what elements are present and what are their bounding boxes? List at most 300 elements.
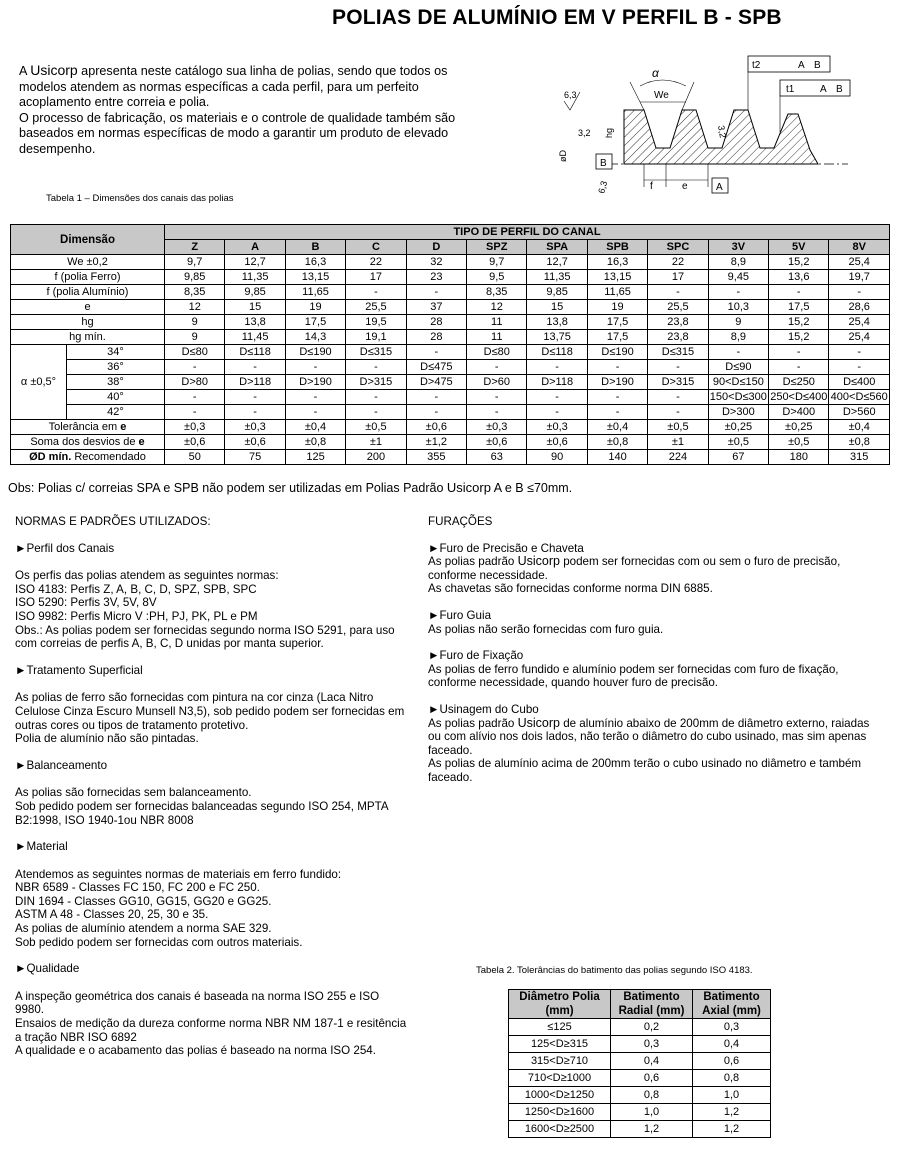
t1-cell: 19,5 bbox=[346, 315, 406, 330]
t1-ref-b: B bbox=[836, 84, 843, 95]
t1-cell: 19 bbox=[587, 300, 647, 315]
table-row bbox=[11, 360, 890, 375]
t1-cell: 355 bbox=[406, 450, 466, 465]
paragraph-line: Ensaios de medição da dureza conforme norma NBR NM 187-1 e resitência a tração NBR ISO 6892 bbox=[15, 1017, 407, 1044]
t1-cell: ±1 bbox=[648, 435, 708, 450]
t1-cell: - bbox=[467, 390, 527, 405]
t1-cell: - bbox=[708, 285, 768, 300]
furacoes-heading: FURAÇÕES bbox=[428, 515, 493, 528]
t1-cell: ±0,5 bbox=[346, 420, 406, 435]
table-row bbox=[11, 315, 890, 330]
t2-cell: 1000<D≥1250 bbox=[509, 1087, 611, 1104]
t1-tol-label-pre: Tolerância em bbox=[48, 421, 121, 433]
t2-cell: 1,0 bbox=[611, 1104, 693, 1121]
table-row bbox=[11, 330, 890, 345]
t1-cell: - bbox=[769, 345, 829, 360]
t1-cell: - bbox=[708, 345, 768, 360]
t1-cell: 11,65 bbox=[285, 285, 345, 300]
t1-cell: D>190 bbox=[285, 375, 345, 390]
table-row bbox=[11, 435, 890, 450]
t2-cell: 0,8 bbox=[611, 1087, 693, 1104]
table2-caption: Tabela 2. Tolerâncias do batimento das polias segundo ISO 4183. bbox=[476, 965, 753, 976]
t1-cell: 17,5 bbox=[285, 315, 345, 330]
t1-cell: 50 bbox=[165, 450, 225, 465]
t2-cell: 0,3 bbox=[693, 1019, 771, 1036]
groove-dimensions-table bbox=[10, 224, 890, 465]
paragraph-line: Os perfis das polias atendem as seguintes normas: bbox=[15, 569, 279, 583]
t1-cell: 22 bbox=[648, 255, 708, 270]
usinagem-title: ►Usinagem do Cubo bbox=[428, 702, 539, 716]
t1-profile-header: Z bbox=[165, 240, 225, 255]
t1-cell: - bbox=[346, 405, 406, 420]
table-row bbox=[11, 390, 890, 405]
t1-cell: - bbox=[406, 285, 466, 300]
furo-precisao-brand: Usicorp bbox=[517, 554, 560, 569]
table-row bbox=[11, 300, 890, 315]
t1-cell: ±1,2 bbox=[406, 435, 466, 450]
intro-text-2: O processo de fabricação, os materiais e o controle de qualidade também são baseados em normas específicas de modo a garantir um produto de elevado desempenho. bbox=[19, 110, 456, 156]
t1-cell: 150<D≤300 bbox=[709, 391, 767, 403]
usinagem-text-2: As polias de alumínio acima de 200mm terão o cubo usinado no diâmetro e também faceado. bbox=[428, 757, 862, 784]
usinagem-pre: As polias padrão bbox=[428, 716, 518, 730]
t1-cell: 19,1 bbox=[346, 330, 406, 345]
t1-cell: 90<D≤150 bbox=[708, 375, 768, 390]
page-title: POLIAS DE ALUMÍNIO EM V PERFIL B - SPB bbox=[332, 6, 782, 29]
t1-cell: 12,7 bbox=[527, 255, 587, 270]
paragraph-line: ISO 5290: Perfis 3V, 5V, 8V bbox=[15, 596, 157, 610]
material-lines bbox=[15, 868, 410, 950]
table-row bbox=[509, 1070, 771, 1087]
t1-cell: - bbox=[165, 390, 225, 405]
t1-cell: 9,45 bbox=[708, 270, 768, 285]
t1-cell: 400<D≤560 bbox=[830, 391, 888, 403]
t1-cell: - bbox=[527, 390, 587, 405]
t1-cell: 28 bbox=[406, 330, 466, 345]
paragraph-line: Sob pedido podem ser fornecidas com outros materiais. bbox=[15, 935, 303, 949]
t1-row-label: hg mín. bbox=[11, 330, 165, 345]
t1-cell: ±0,3 bbox=[467, 420, 527, 435]
t1-dim-header: Dimensão bbox=[11, 225, 165, 255]
t1-cell: ±0,8 bbox=[587, 435, 647, 450]
t1-cell: - bbox=[769, 360, 829, 375]
t1-cell: 8,35 bbox=[165, 285, 225, 300]
t2-cell: 0,3 bbox=[611, 1036, 693, 1053]
t1-cell: 9,85 bbox=[225, 285, 285, 300]
furo-guia-text: As polias não serão fornecidas com furo guia. bbox=[428, 622, 664, 636]
paragraph-line: ISO 9982: Perfis Micro V :PH, PJ, PK, PL e PM bbox=[15, 609, 258, 623]
t1-cell: 9,7 bbox=[467, 255, 527, 270]
t1-cell: 9 bbox=[165, 330, 225, 345]
t1-cell: 19 bbox=[285, 300, 345, 315]
t1-cell: 10,3 bbox=[708, 300, 768, 315]
t1-tol-label-bold: e bbox=[120, 421, 127, 433]
t2-cell: 0,6 bbox=[693, 1053, 771, 1070]
t1-ref-a: A bbox=[820, 84, 827, 95]
t1-profile-header: A bbox=[225, 240, 285, 255]
t1-cell: 180 bbox=[769, 450, 829, 465]
t1-cell: ±0,6 bbox=[406, 420, 466, 435]
t1-cell: D>80 bbox=[165, 375, 225, 390]
usinagem-text bbox=[428, 717, 873, 758]
t1-tol-label bbox=[11, 420, 165, 435]
t1-cell: 12 bbox=[467, 300, 527, 315]
t1-cell: ±0,3 bbox=[527, 420, 587, 435]
t1-cell: - bbox=[346, 360, 406, 375]
t2-cell: 1600<D≥2500 bbox=[509, 1121, 611, 1138]
hg-label: hg bbox=[604, 127, 614, 138]
t1-cell: D≤118 bbox=[527, 345, 587, 360]
t1-cell: - bbox=[285, 360, 345, 375]
t1-cell: - bbox=[467, 360, 527, 375]
t1-cell: D>475 bbox=[406, 375, 466, 390]
t1-cell: 23,8 bbox=[648, 315, 708, 330]
t1-cell: 8,35 bbox=[467, 285, 527, 300]
t1-cell: - bbox=[648, 360, 708, 375]
intro-text bbox=[19, 63, 459, 158]
t1-cell: 17,5 bbox=[769, 300, 829, 315]
paragraph-line: As polias de alumínio atendem a norma SAE 329. bbox=[15, 922, 272, 936]
t1-cell: ±0,5 bbox=[708, 435, 768, 450]
t1-profile-header: D bbox=[406, 240, 466, 255]
t1-cell: ±1 bbox=[346, 435, 406, 450]
table-row bbox=[11, 285, 890, 300]
t2-cell: 1,0 bbox=[693, 1087, 771, 1104]
t1-cell: 25,4 bbox=[829, 255, 890, 270]
t1-cell: - bbox=[285, 405, 345, 420]
t2-label: t2 bbox=[752, 60, 761, 71]
t1-cell: 28,6 bbox=[829, 300, 890, 315]
t1-cell: ±0,4 bbox=[285, 420, 345, 435]
t2-cell: 1,2 bbox=[611, 1121, 693, 1138]
t1-profile-header: B bbox=[285, 240, 345, 255]
t1-cell: D≤250 bbox=[769, 375, 829, 390]
paragraph-line: Polia de alumínio não são pintadas. bbox=[15, 732, 199, 746]
t1-angle-label: 42° bbox=[67, 405, 165, 420]
t1-cell: ±0,3 bbox=[165, 420, 225, 435]
paragraph-line: Atendemos as seguintes normas de materiais em ferro fundido: bbox=[15, 867, 342, 881]
paragraph-line: Sob pedido podem ser fornecidas balanceadas segundo ISO 254, MPTA B2:1998, ISO 1940-1ou NBR 8008 bbox=[15, 799, 388, 827]
table-row bbox=[11, 450, 890, 465]
roughness-bottom: 6,3 bbox=[596, 179, 610, 195]
t1-cell: D>118 bbox=[225, 375, 285, 390]
t1-cell: D≤190 bbox=[285, 345, 345, 360]
t1-cell: - bbox=[527, 360, 587, 375]
t1-cell: 28 bbox=[406, 315, 466, 330]
qualidade-lines bbox=[15, 990, 410, 1058]
furo-guia-title: ►Furo Guia bbox=[428, 608, 492, 622]
table-row bbox=[509, 1104, 771, 1121]
obs-note bbox=[8, 480, 572, 495]
t1-cell: ±0,4 bbox=[587, 420, 647, 435]
t2-cell: 0,4 bbox=[693, 1036, 771, 1053]
t1-cell: D≤475 bbox=[406, 360, 466, 375]
t1-cell: 11,45 bbox=[225, 330, 285, 345]
t1-cell: 19,7 bbox=[829, 270, 890, 285]
tratamento-lines bbox=[15, 691, 410, 745]
t1-cell: 15,2 bbox=[769, 330, 829, 345]
t1-row-label: f (polia Ferro) bbox=[11, 270, 165, 285]
paragraph-line: A qualidade e o acabamento das polias é baseado na norma ISO 254. bbox=[15, 1044, 376, 1058]
table-row bbox=[11, 255, 890, 270]
tratamento-title: ►Tratamento Superficial bbox=[15, 663, 143, 677]
perfil-lines bbox=[15, 569, 410, 651]
t1-cell: 75 bbox=[225, 450, 285, 465]
t1-cell: 12,7 bbox=[225, 255, 285, 270]
t1-cell: ±0,5 bbox=[769, 435, 829, 450]
t1-cell: D>315 bbox=[648, 375, 708, 390]
usinagem-brand: Usicorp bbox=[517, 715, 560, 730]
t1-cell: D>300 bbox=[708, 405, 768, 420]
t1-cell: - bbox=[587, 405, 647, 420]
t1-cell: - bbox=[648, 285, 708, 300]
furo-chaveta-text: As chavetas são fornecidas conforme norma DIN 6885. bbox=[428, 582, 713, 596]
paragraph-line: Obs.: As polias podem ser fornecidas segundo norma ISO 5291, para uso com correias de perfis A, B, C, D unidas por manta superior. bbox=[15, 623, 395, 651]
standards-heading: NORMAS E PADRÕES UTILIZADOS: bbox=[15, 515, 211, 528]
t2-header-axial: Batimento Axial (mm) bbox=[693, 990, 771, 1019]
t1-cell: - bbox=[829, 360, 890, 375]
paragraph-line: DIN 1694 - Classes GG10, GG15, GG20 e GG25. bbox=[15, 894, 272, 908]
t1-soma-label-pre: Soma dos desvios de bbox=[30, 436, 139, 448]
paragraph-line: ASTM A 48 - Classes 20, 25, 30 e 35. bbox=[15, 908, 209, 922]
t1-cell: 17 bbox=[648, 270, 708, 285]
t1-cell: - bbox=[829, 345, 890, 360]
t1-cell: D>560 bbox=[829, 405, 890, 420]
t1-cell: - bbox=[406, 390, 466, 405]
table1-caption: Tabela 1 – Dimensões dos canais das polias bbox=[46, 193, 234, 204]
t1-cell: ±0,6 bbox=[165, 435, 225, 450]
t1-cell: D>118 bbox=[527, 375, 587, 390]
t1-cell: ±0,3 bbox=[225, 420, 285, 435]
t2-ref-a: A bbox=[798, 60, 805, 71]
t2-cell: 0,6 bbox=[611, 1070, 693, 1087]
t2-cell: 1250<D≥1600 bbox=[509, 1104, 611, 1121]
t1-cell: 67 bbox=[708, 450, 768, 465]
t1-cell: 9,85 bbox=[527, 285, 587, 300]
t1-angle-label: 38° bbox=[67, 375, 165, 390]
t1-cell: - bbox=[165, 360, 225, 375]
t1-cell: D≤315 bbox=[346, 345, 406, 360]
t2-cell: 1,2 bbox=[693, 1104, 771, 1121]
t1-cell: - bbox=[225, 390, 285, 405]
t1-cell: D≤80 bbox=[467, 345, 527, 360]
e-label: e bbox=[682, 181, 688, 192]
perfil-title: ►Perfil dos Canais bbox=[15, 541, 115, 555]
t1-cell: 11,35 bbox=[527, 270, 587, 285]
t1-cell: - bbox=[225, 360, 285, 375]
t1-cell: ±0,25 bbox=[769, 420, 829, 435]
obs-text-post: A e B ≤70mm. bbox=[490, 481, 573, 495]
t1-cell: 224 bbox=[648, 450, 708, 465]
t1-cell: D>315 bbox=[346, 375, 406, 390]
t1-cell: 15,2 bbox=[769, 255, 829, 270]
t1-cell: 23,8 bbox=[648, 330, 708, 345]
table-row bbox=[11, 345, 890, 360]
furo-precisao-post: podem ser fornecidas com ou sem o furo de precisão, conforme necessidade. bbox=[428, 555, 841, 582]
t1-alpha-label: α ±0,5° bbox=[11, 345, 67, 420]
usinagem-post: de alumínio abaixo de 200mm de diâmetro externo, raiadas ou com alívio nos dois lados, não terão o diâmetro do cubo usinado, mas sim apenas faceado. bbox=[428, 716, 870, 757]
t1-profile-header: SPA bbox=[527, 240, 587, 255]
table-row bbox=[509, 1053, 771, 1070]
t1-cell: 8,9 bbox=[708, 330, 768, 345]
t1-cell: ±0,5 bbox=[648, 420, 708, 435]
groove-diagram bbox=[548, 52, 874, 200]
t1-cell: 13,75 bbox=[527, 330, 587, 345]
furo-fixacao-title: ►Furo de Fixação bbox=[428, 649, 524, 663]
t2-cell: 315<D≥710 bbox=[509, 1053, 611, 1070]
paragraph-line: As polias de ferro são fornecidas com pintura na cor cinza (Laca Nitro Celulose Cinza Escuro Munsell N3,5), sob pedido podem ser fornecidas em outras cores ou tipos de tratamento protetivo. bbox=[15, 691, 405, 732]
intro-text-1: apresenta neste catálogo sua linha de polias, sendo que todos os modelos atendem as normas específicas a cada perfil, para um perfeito acoplamento entre correia e polia. bbox=[19, 64, 448, 110]
t1-cell: ±0,6 bbox=[527, 435, 587, 450]
f-label: f bbox=[650, 181, 653, 192]
datum-a: A bbox=[716, 182, 723, 193]
paragraph-line: A inspeção geométrica dos canais é baseada na norma ISO 255 e ISO 9980. bbox=[15, 989, 380, 1017]
t1-cell: 13,8 bbox=[225, 315, 285, 330]
t1-cell: - bbox=[587, 360, 647, 375]
roughness-mid: 3,2 bbox=[578, 128, 591, 138]
t1-cell: D≤118 bbox=[225, 345, 285, 360]
t1-cell: - bbox=[285, 390, 345, 405]
t1-cell: - bbox=[406, 405, 466, 420]
t1-cell: 9,7 bbox=[165, 255, 225, 270]
t2-cell: ≤125 bbox=[509, 1019, 611, 1036]
t1-cell: 13,8 bbox=[527, 315, 587, 330]
t1-od-label-bold: ØD mín. bbox=[29, 451, 72, 463]
t1-cell: 15 bbox=[225, 300, 285, 315]
t1-cell: D≤80 bbox=[165, 345, 225, 360]
intro-pre: A bbox=[19, 64, 31, 78]
t1-cell: D≤315 bbox=[648, 345, 708, 360]
t2-ref-b: B bbox=[814, 60, 821, 71]
t2-cell: 0,8 bbox=[693, 1070, 771, 1087]
t1-angle-label: 36° bbox=[67, 360, 165, 375]
t1-cell: - bbox=[769, 285, 829, 300]
t1-cell: 12 bbox=[165, 300, 225, 315]
t1-cell: D>190 bbox=[587, 375, 647, 390]
t1-cell: 8,9 bbox=[708, 255, 768, 270]
datum-b: B bbox=[600, 158, 607, 169]
table-row bbox=[11, 420, 890, 435]
we-label: We bbox=[654, 90, 669, 101]
t1-cell: 250<D≤400 bbox=[770, 391, 828, 403]
t1-profile-header: C bbox=[346, 240, 406, 255]
table-row bbox=[509, 1121, 771, 1138]
t1-cell: 14,3 bbox=[285, 330, 345, 345]
table-row bbox=[11, 270, 890, 285]
t1-cell: - bbox=[346, 285, 406, 300]
t2-header-diametro: Diâmetro Polia (mm) bbox=[509, 990, 611, 1019]
t1-cell: 25,4 bbox=[829, 330, 890, 345]
t1-cell: 25,4 bbox=[829, 315, 890, 330]
t1-cell: 13,6 bbox=[769, 270, 829, 285]
t1-cell: 15 bbox=[527, 300, 587, 315]
t1-soma-label bbox=[11, 435, 165, 450]
qualidade-title: ►Qualidade bbox=[15, 962, 80, 976]
t1-cell: 9 bbox=[165, 315, 225, 330]
t1-cell: - bbox=[467, 405, 527, 420]
t2-cell: 710<D≥1000 bbox=[509, 1070, 611, 1087]
t1-cell: 9 bbox=[708, 315, 768, 330]
t1-cell: D≤90 bbox=[708, 360, 768, 375]
standards-section bbox=[15, 515, 410, 1058]
t1-row-label: We ±0,2 bbox=[11, 255, 165, 270]
roughness-side: 3,2 bbox=[716, 124, 729, 139]
t1-cell: D≤190 bbox=[587, 345, 647, 360]
t1-row-label: f (polia Alumínio) bbox=[11, 285, 165, 300]
t1-profile-header: SPZ bbox=[467, 240, 527, 255]
t1-cell: - bbox=[165, 405, 225, 420]
t1-cell: - bbox=[346, 390, 406, 405]
t1-od-label bbox=[11, 450, 165, 465]
t1-cell: - bbox=[527, 405, 587, 420]
t2-cell: 0,4 bbox=[611, 1053, 693, 1070]
roughness-top: 6,3 bbox=[564, 90, 577, 100]
t1-cell: 11 bbox=[467, 330, 527, 345]
t1-cell: - bbox=[648, 390, 708, 405]
t1-cell: 17 bbox=[346, 270, 406, 285]
t1-profile-header: SPB bbox=[587, 240, 647, 255]
table-row bbox=[509, 1087, 771, 1104]
t1-cell: 125 bbox=[285, 450, 345, 465]
furo-precisao-pre: As polias padrão bbox=[428, 555, 518, 569]
t1-profile-header: 8V bbox=[829, 240, 890, 255]
t1-cell: 13,15 bbox=[587, 270, 647, 285]
paragraph-line: As polias são fornecidas sem balanceamento. bbox=[15, 786, 252, 800]
t1-cell: 9,5 bbox=[467, 270, 527, 285]
t1-cell: 16,3 bbox=[285, 255, 345, 270]
t1-cell: 140 bbox=[587, 450, 647, 465]
obs-brand: Usicorp bbox=[446, 480, 491, 495]
t1-cell: ±0,8 bbox=[829, 435, 890, 450]
t1-cell: 15,2 bbox=[769, 315, 829, 330]
t1-profile-header: 3V bbox=[708, 240, 768, 255]
furacoes-section bbox=[428, 515, 873, 785]
t1-soma-label-bold: e bbox=[138, 436, 145, 448]
t1-label: t1 bbox=[786, 84, 795, 95]
t1-cell: - bbox=[587, 390, 647, 405]
t1-cell: 32 bbox=[406, 255, 466, 270]
t1-cell: D≤400 bbox=[829, 375, 890, 390]
t2-cell: 0,2 bbox=[611, 1019, 693, 1036]
t1-cell: 25,5 bbox=[648, 300, 708, 315]
t1-cell: ±0,6 bbox=[225, 435, 285, 450]
t1-cell: ±0,25 bbox=[708, 420, 768, 435]
t2-header-radial: Batimento Radial (mm) bbox=[611, 990, 693, 1019]
table-row bbox=[509, 1019, 771, 1036]
t1-cell: - bbox=[648, 405, 708, 420]
table-row bbox=[509, 1036, 771, 1053]
t1-cell: 11,35 bbox=[225, 270, 285, 285]
balanceamento-title: ►Balanceamento bbox=[15, 758, 108, 772]
t1-cell: ±0,6 bbox=[467, 435, 527, 450]
alpha-label: α bbox=[652, 66, 659, 80]
t1-cell: - bbox=[225, 405, 285, 420]
t1-profile-header: SPC bbox=[648, 240, 708, 255]
t1-cell: 37 bbox=[406, 300, 466, 315]
t1-row-label: e bbox=[11, 300, 165, 315]
t1-cell: 25,5 bbox=[346, 300, 406, 315]
t1-od-label-post: Recomendado bbox=[71, 451, 146, 463]
t1-cell: ±0,8 bbox=[285, 435, 345, 450]
paragraph-line: ISO 4183: Perfis Z, A, B, C, D, SPZ, SPB, SPC bbox=[15, 582, 257, 596]
brand-name: Usicorp bbox=[30, 62, 78, 78]
t1-cell: - bbox=[406, 345, 466, 360]
t1-cell: D>60 bbox=[467, 375, 527, 390]
t1-cell: - bbox=[829, 285, 890, 300]
t2-cell: 1,2 bbox=[693, 1121, 771, 1138]
material-title: ►Material bbox=[15, 840, 68, 854]
furo-precisao-text bbox=[428, 555, 873, 582]
t1-cell: 90 bbox=[527, 450, 587, 465]
